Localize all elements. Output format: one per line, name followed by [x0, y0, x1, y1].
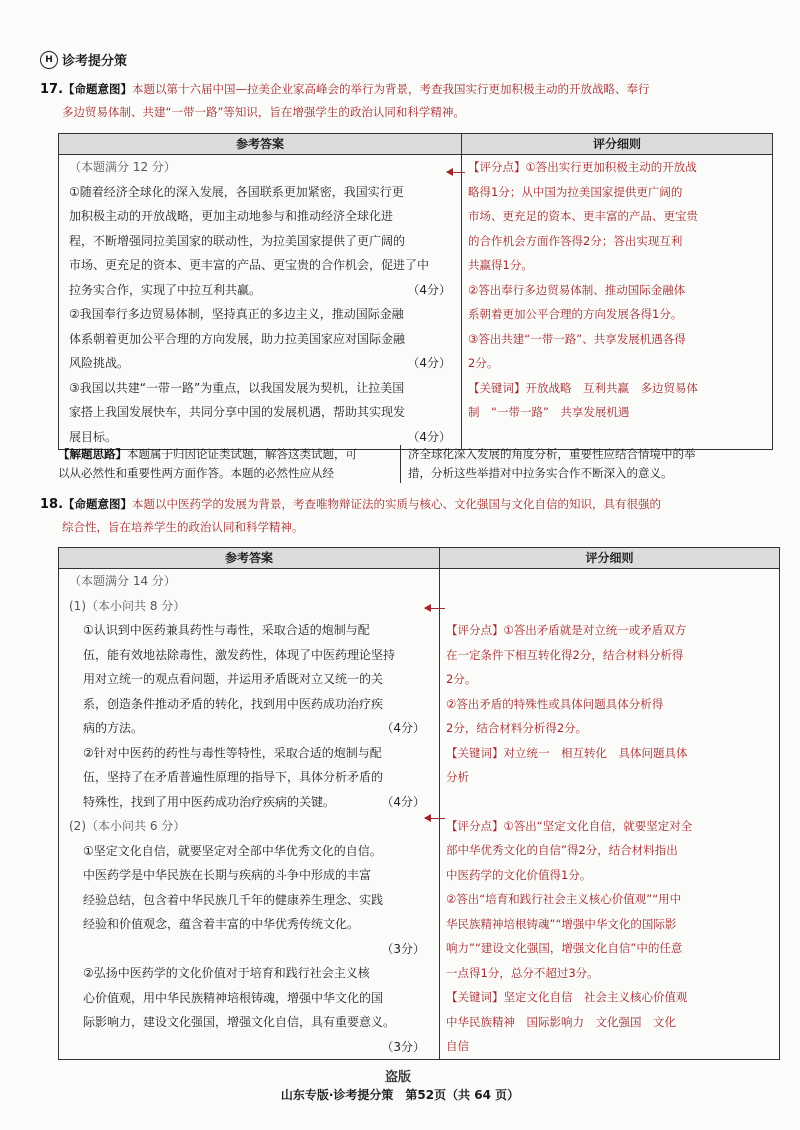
q18-grading2-line: 【评分点】①答出“坚定文化自信，就要坚定对全 [446, 818, 693, 833]
q18-sub1-line: 伍，能有效地祛除毒性，激发药性，体现了中医药理论坚持 [83, 647, 396, 662]
q17-grading-line: 略得1分；从中国为拉美国家提供更广阔的 [468, 184, 683, 199]
q18-sub2-line: 际影响力，建设文化强国，增强文化自信，具有重要意义。 [83, 1015, 396, 1029]
q18-grading2-line: 中医药学的文化价值得1分。 [446, 867, 592, 882]
q18-grading2-line: 【关键词】坚定文化自信 社会主义核心价值观 [446, 990, 688, 1004]
q17-answer-line: 风险挑战。 [69, 356, 130, 370]
q17-number: 17. [40, 82, 64, 97]
q18-grading2-line: 部中华优秀文化的自信”得2分，结合材料指出 [446, 843, 678, 857]
q17-intent-line1: 本题以第十六届中国—拉美企业家高峰会的举行为背景，考查我国实行更加积极主动的开放战略、奉行 [132, 82, 650, 96]
q17-points: （4分） [407, 429, 451, 444]
q17-grading-line: 共赢得1分。 [468, 258, 533, 272]
q17-answer-line: 家搭上我国发展快车，共同分享中国的发展机遇，帮助其实现发 [69, 405, 406, 419]
q18-sub2-line: 中医药学是中华民族在长期与疾病的斗争中形成的丰富 [83, 868, 372, 882]
q18-grading1-line: ②答出矛盾的特殊性或具体问题具体分析得 [446, 696, 664, 711]
q18-sub2-line: 经验和价值观念，蕴含着丰富的中华优秀传统文化。 [83, 917, 360, 931]
q18-full-marks: （本题满分 14 分） [69, 574, 176, 588]
q18-sub1-line: 系，创造条件推动矛盾的转化，找到用中医药成功治疗疾 [83, 696, 384, 711]
q17-intent-tag: 【命题意图】 [63, 82, 133, 96]
q18-grading2-line: 中华民族精神 国际影响力 文化强国 文化 [446, 1014, 676, 1029]
q18-sub2-arrow-icon [425, 818, 445, 819]
piracy-seal: 盗版 [385, 1070, 412, 1085]
q18-col-grading: 评分细则 [440, 548, 780, 569]
q17-answer-line: 体系朝着更加公平合理的方向发展，助力拉美国家应对国际金融 [69, 331, 406, 346]
q18-grading1-line: 【关键词】对立统一 相互转化 具体问题具体 [446, 745, 688, 760]
q17-thinking-tag: 【解题思路】 [58, 447, 127, 461]
q17-grading-line: 市场、更充足的资本、更丰富的产品、更宝贵 [468, 209, 698, 223]
q17-col-answer: 参考答案 [59, 134, 462, 155]
q17-answer-line: ②我国奉行多边贸易体制，坚持真正的多边主义，推动国际金融 [69, 307, 404, 321]
q18-intent [40, 493, 780, 538]
q17-grading-line: 系朝着更加公平合理的方向发展各得1分。 [468, 307, 683, 321]
q18-sub1-arrow-icon [425, 608, 445, 609]
q18-grading1-line: 2分。 [446, 672, 477, 686]
q17-col-grading: 评分细则 [462, 134, 773, 155]
q18-answer-table [58, 547, 780, 1060]
q18-number: 18. [40, 497, 64, 512]
q18-sub2-points: （3分） [381, 941, 425, 956]
q18-grading2-line: 自信 [446, 1039, 469, 1053]
q17-points: （4分） [407, 356, 451, 370]
q18-sub1-line: ②针对中医药的药性与毒性等特性，采取合适的炮制与配 [83, 745, 382, 760]
q18-sub1-line: 特殊性，找到了用中医药成功治疗疾病的关键。 [83, 794, 336, 809]
q17-intent [40, 78, 765, 123]
q18-intent-line1: 本题以中医药学的发展为背景，考查唯物辩证法的实质与核心、文化强国与文化自信的知识，具有很强的 [132, 497, 662, 511]
q18-sub1-line: ①认识到中医药兼具药性与毒性，采取合适的炮制与配 [83, 623, 370, 637]
q18-grading2-line: ②答出“培育和践行社会主义核心价值观”“用中 [446, 892, 682, 906]
q18-sub2-line: 心价值观，用中华民族精神培根铸魂，增强中华文化的国 [83, 990, 384, 1005]
brand-header [40, 50, 127, 69]
q17-grading-line: 【关键词】开放战略 互利共赢 多边贸易体 [468, 380, 698, 395]
q18-col-answer: 参考答案 [59, 548, 440, 569]
q18-grading1-line: 在一定条件下相互转化得2分，结合材料分析得 [446, 647, 684, 662]
q17-grading-line: ③答出共建“一带一路”、共享发展机遇各得 [468, 331, 686, 346]
q17-answer-line: 展目标。 [69, 429, 118, 444]
brand-name: 诊考提分策 [62, 54, 128, 69]
q18-grading-cell [440, 569, 780, 1060]
q18-sub2-title: (2)（本小问共 6 分） [69, 819, 186, 833]
q17-intent-line2: 多边贸易体制、共建“一带一路”等知识，旨在增强学生的政治认同和科学精神。 [62, 105, 465, 119]
q17-thinking-left-1: 本题属于归因论证类试题，解答这类试题，可 [127, 447, 357, 461]
q17-grading-line: ②答出奉行多边贸易体制、推动国际金融体 [468, 282, 686, 297]
q17-answer-line: 加积极主动的开放战略，更加主动地参与和推动经济全球化进 [69, 209, 394, 223]
q17-thinking-left [58, 445, 393, 483]
q18-intent-line2: 综合性，旨在培养学生的政治认同和科学精神。 [62, 520, 304, 534]
q18-grading1-line: 分析 [446, 770, 469, 784]
q17-answer-line: ③我国以共建“一带一路”为重点，以我国发展为契机，让拉美国 [69, 380, 405, 395]
q17-grading-cell [462, 155, 773, 450]
q17-thinking-right-1: 济全球化深入发展的角度分析，重要性应结合情境中的举 [408, 447, 696, 461]
q17-grading-line: 的合作机会方面作答得2分；答出实现互利 [468, 233, 683, 248]
q18-grading2-line: 华民族精神培根铸魂”“增强中华文化的国际影 [446, 916, 677, 931]
q18-grading2-line: 一点得1分，总分不超过3分。 [446, 965, 599, 980]
q17-answer-line: 程，不断增强同拉美国家的联动性，为拉美国家提供了更广阔的 [69, 233, 406, 248]
q18-answer-cell [59, 569, 440, 1060]
q17-thinking-right-2: 措，分析这些举措对中拉务实合作不断深入的意义。 [408, 466, 673, 480]
q18-intent-tag: 【命题意图】 [63, 497, 133, 511]
q18-sub1-title: (1)（本小问共 8 分） [69, 598, 186, 613]
thinking-divider [400, 445, 401, 483]
q17-answer-line: 市场、更充足的资本、更丰富的产品、更宝贵的合作机会，促进了中 [69, 258, 430, 272]
q18-sub1-line: 病的方法。 [83, 721, 144, 735]
q17-answer-table [58, 133, 773, 450]
q18-sub2-line: 经验总结，包含着中华民族几千年的健康养生理念、实践 [83, 892, 384, 907]
q18-grading1-line: 2分，结合材料分析得2分。 [446, 721, 588, 735]
q18-grading2-line: 响力”“建设文化强国，增强文化自信”中的任意 [446, 941, 683, 955]
q18-sub2-line: ②弘扬中医药学的文化价值对于培育和践行社会主义核 [83, 966, 370, 980]
q17-points: （4分） [407, 282, 451, 297]
q18-grading1-line: 【评分点】①答出矛盾就是对立统一或矛盾双方 [446, 623, 687, 637]
q17-full-marks: （本题满分 12 分） [69, 160, 176, 174]
q17-arrow-icon [447, 172, 465, 173]
q18-sub1-line: 用对立统一的观点看问题，并运用矛盾既对立又统一的关 [83, 672, 384, 686]
q18-sub2-points: （3分） [381, 1039, 425, 1054]
q17-grading-line: 制 “一带一路” 共享发展机遇 [468, 405, 630, 419]
q17-thinking-left-2: 以从必然性和重要性两方面作答。本题的必然性应从经 [58, 466, 334, 480]
brand-logo-icon: H [40, 51, 58, 69]
q18-sub2-line: ①坚定文化自信，就要坚定对全部中华优秀文化的自信。 [83, 843, 382, 858]
q17-grading-line: 2分。 [468, 356, 499, 370]
q17-answer-cell [59, 155, 462, 450]
q18-sub1-points: （4分） [381, 721, 425, 735]
page-footer: 山东专版·诊考提分策 第52页（共 64 页） [280, 1088, 520, 1102]
q17-answer-line: 拉务实合作，实现了中拉互利共赢。 [69, 282, 262, 297]
q17-grading-line: 【评分点】①答出实行更加积极主动的开放战 [468, 160, 697, 174]
q17-answer-line: ①随着经济全球化的深入发展，各国联系更加紧密，我国实行更 [69, 184, 404, 199]
q17-thinking-right [408, 445, 773, 483]
q18-sub1-points: （4分） [381, 794, 425, 809]
q18-sub1-line: 伍，坚持了在矛盾普遍性原理的指导下，具体分析矛盾的 [83, 770, 384, 784]
